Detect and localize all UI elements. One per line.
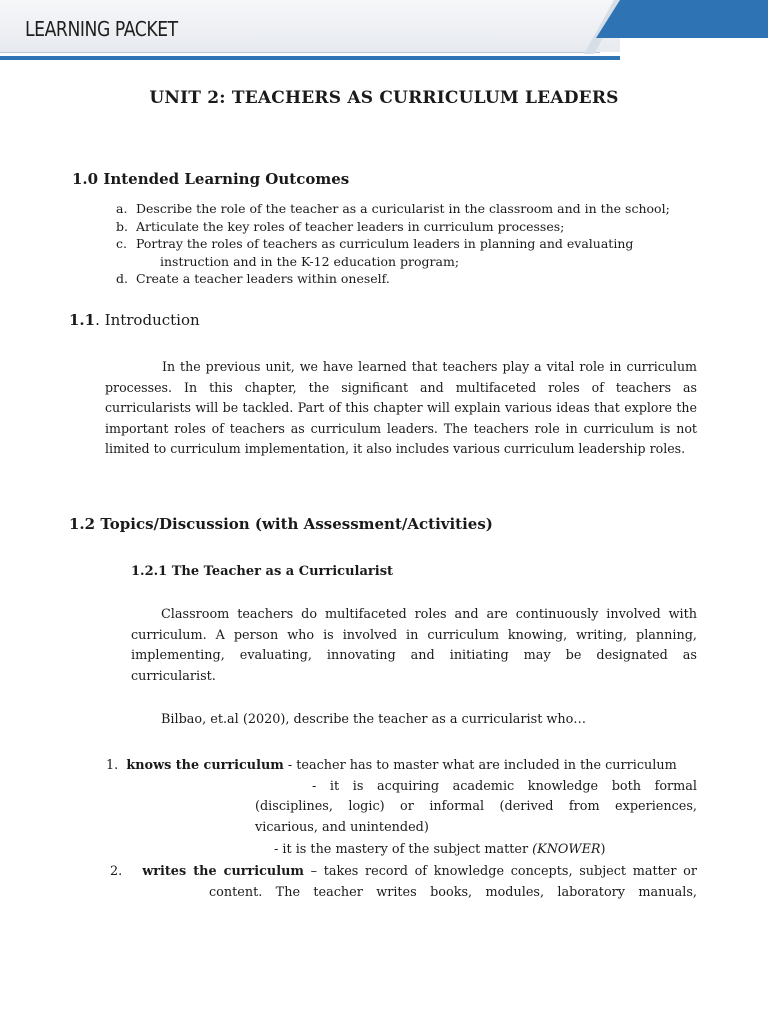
list-subitem-knower: - it is the mastery of the subject matter (KNOWER) [274,842,606,857]
page-header [0,0,768,62]
outcome-item: a. Describe the role of the teacher as a curicularist in the classroom and in the school; [116,201,670,216]
outcome-item-continuation: instruction and in the K-12 education program; [160,253,460,269]
curricularist-paragraph: Classroom teachers do multifaceted roles and are continuously involved with curriculum. A person who is involved in curriculum knowing, writing, planning, implementing, evaluating, innovating and initiating may be designated as curricularist. [131,607,697,684]
outcome-item: d. Create a teacher leaders within oneself. [116,271,390,286]
header-rule [0,56,620,60]
header-thin-rule [0,52,600,53]
outcome-item: b. Articulate the key roles of teacher leaders in curriculum processes; [116,218,565,234]
bilbao-paragraph: Bilbao, et.al (2020), describe the teacher as a curricularist who… [161,712,587,727]
outcomes-heading: 1.0 Intended Learning Outcomes [72,170,350,188]
list-item-knows: 1. knows the curriculum - teacher has to master what are included in the curriculum [106,758,677,773]
list-subitem-line: (disciplines, logic) or informal (derived from experiences, [255,799,697,814]
outcome-item: c. Portray the roles of teachers as curriculum leaders in planning and evaluating [116,236,634,251]
unit-title: UNIT 2: TEACHERS AS CURRICULUM LEADERS [149,88,619,108]
introduction-paragraph: In the previous unit, we have learned that teachers play a vital role in curriculum processes. In this chapter, the significant and multifaceted roles of teachers as curricularists will be tackled. Part of this chapter will explain various ideas that explore the important roles of teachers as curriculum leaders. The teachers role in curriculum is not limited to curriculum implementation, it also includes various curriculum leadership roles. [105,359,697,457]
introduction-heading: 1.1. Introduction [69,311,200,329]
topics-heading: 1.2 Topics/Discussion (with Assessment/Activities) [69,515,493,533]
list-item-writes-continuation: content. The teacher writes books, modules, laboratory manuals, [209,885,697,900]
header-accent-block [596,0,768,38]
list-subitem-line: - it is acquiring academic knowledge both formal [312,779,697,794]
subtopic-heading: 1.2.1 The Teacher as a Curricularist [131,564,394,579]
outcomes-list [116,200,716,288]
list-item-writes: 2. writes the curriculum – takes record of knowledge concepts, subject matter or [110,864,697,879]
list-subitem-line: vicarious, and unintended) [255,820,429,835]
header-title: LEARNING PACKET [25,17,178,41]
